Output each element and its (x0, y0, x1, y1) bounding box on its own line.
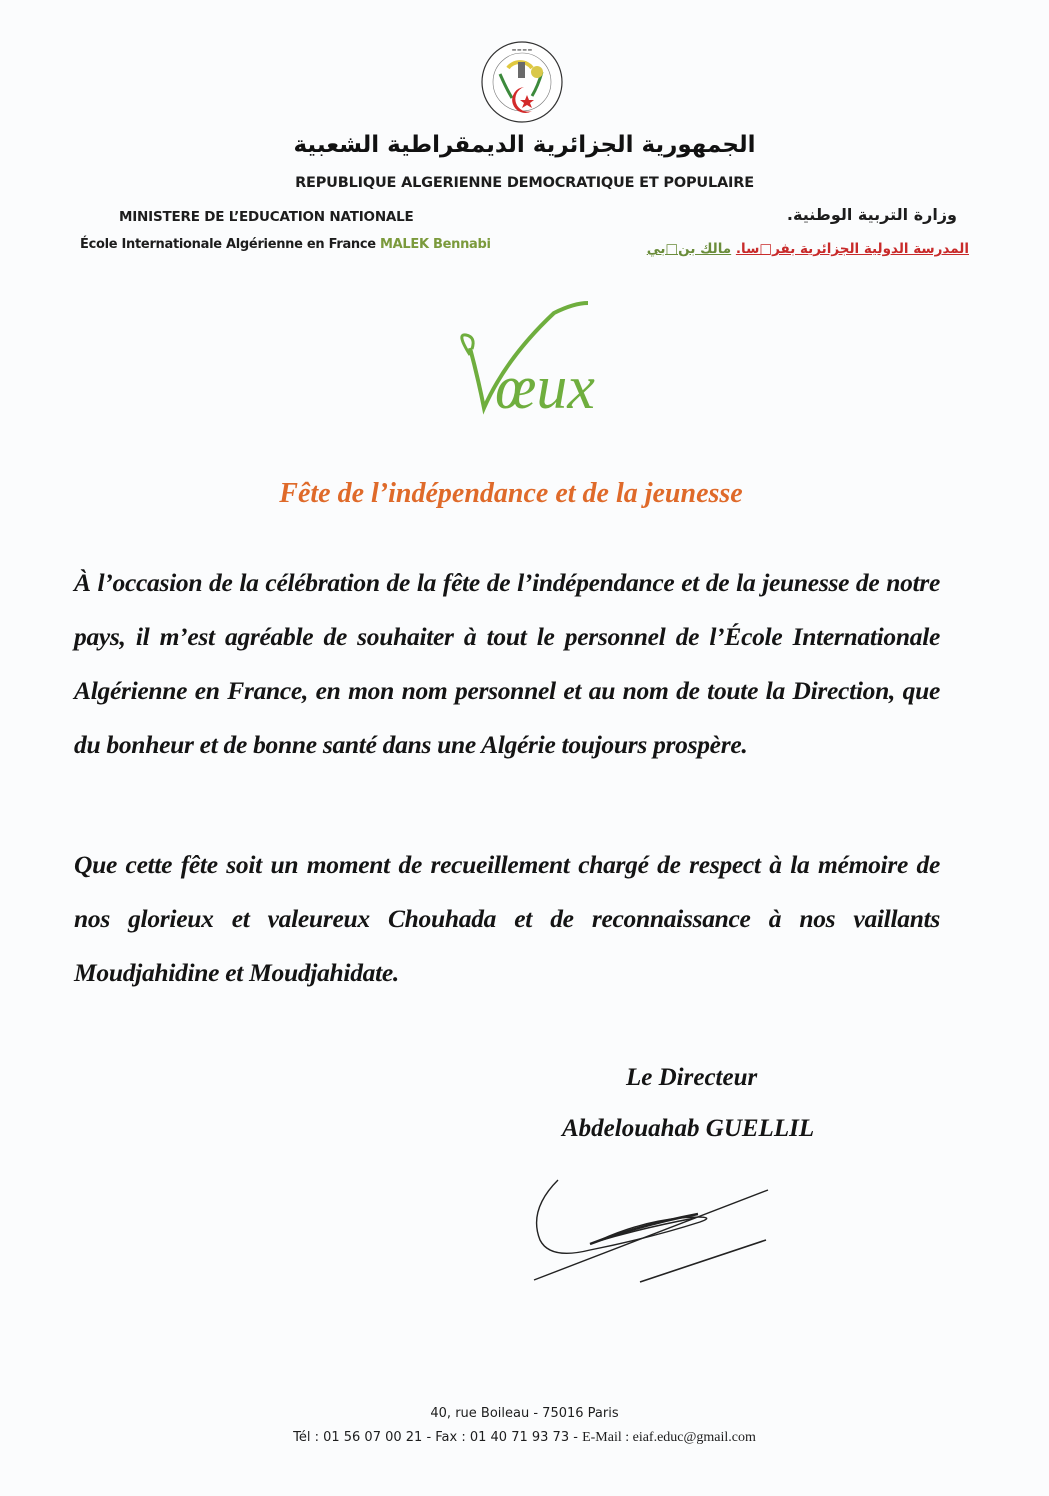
school-french-prefix: École Internationale Algérienne en France (80, 237, 376, 252)
school-french (80, 237, 491, 252)
school-arabic-prefix: المدرسة الدولية الجزائرية بفر□سا. (735, 241, 969, 257)
celebration-subtitle: Fête de l’indépendance et de la jeunesse (279, 478, 743, 509)
school-arabic-name: مالك بن□بي (646, 241, 732, 257)
footer-phone-fax: Tél : 01 56 07 00 21 - Fax : 01 40 71 93 73 - (293, 1430, 583, 1445)
voeux-title (400, 300, 660, 440)
signer-title: Le Directeur (626, 1064, 758, 1091)
footer-contact (0, 1430, 1049, 1446)
footer-email[interactable]: E-Mail : eiaf.educ@gmail.com (582, 1430, 756, 1445)
school-arabic (647, 241, 969, 257)
arabic-republic-title: الجمهورية الجزائرية الديمقراطية الشعبية (293, 132, 756, 158)
school-french-name: MALEK Bennabi (380, 237, 491, 252)
signer-name: Abdelouahab GUELLIL (562, 1115, 815, 1142)
handwritten-signature-icon (530, 1170, 780, 1290)
footer-address: 40, rue Boileau - 75016 Paris (430, 1406, 619, 1421)
greeting-paragraph-2: Que cette fête soit un moment de recueillement chargé de respect à la mémoire de nos glorieux et valeureux Chouhada et de reconnaissance à nos vaillants Moudjahidine et Moudjahidate. (74, 850, 940, 987)
ministry-french: MINISTERE DE L’EDUCATION NATIONALE (119, 209, 414, 225)
greeting-paragraph-1: À l’occasion de la célébration de la fête de l’indépendance et de la jeunesse de notre pays, il m’est agréable de souhaiter à tout le personnel de l’École Internationale Algérienne en France, en mon nom personnel et au nom de toute la Direction, que du bonheur et de bonne santé dans une Algérie toujours prospère. (74, 568, 940, 759)
svg-text:━ ━ ━ ━: ━ ━ ━ ━ (512, 48, 532, 54)
ministry-arabic: وزارة التربية الوطنية. (786, 205, 957, 224)
svg-text:œux: œux (495, 354, 595, 422)
algeria-emblem-icon (474, 40, 570, 124)
french-republic-title: REPUBLIQUE ALGERIENNE DEMOCRATIQUE ET POPULAIRE (295, 175, 754, 191)
